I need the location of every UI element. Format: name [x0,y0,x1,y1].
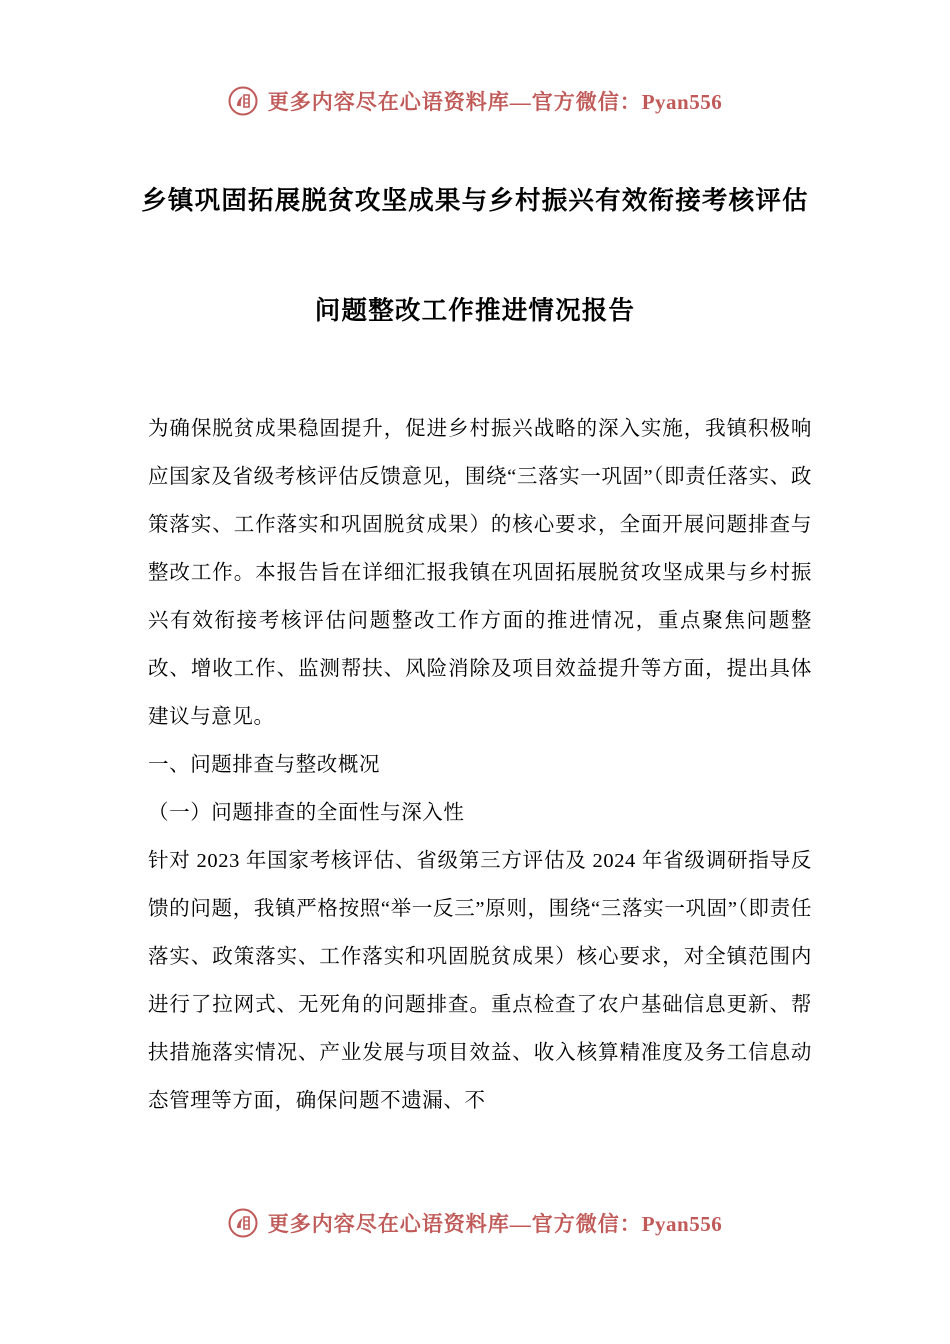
watermark-text [268,86,723,116]
watermark-main-text: 更多内容尽在心语资料库—官方微信： [267,90,642,114]
page-title-line-2: 问题整改工作推进情况报告 [314,296,636,325]
paragraph-intro: 为确保脱贫成果稳固提升，促进乡村振兴战略的深入实施，我镇积极响应国家及省级考核评估反馈意见，围绕“三落实一巩固”（即责任落实、政策落实、工作落实和巩固脱贫成果）的核心要求，全面开展问题排查与整改工作。本报告旨在详细汇报我镇在巩固拓展脱贫攻坚成果与乡村振兴有效衔接考核评估问题整改工作方面的推进情况，重点聚焦问题整改、增收工作、监测帮扶、风险消除及项目效益提升等方面，提出具体建议与意见。 [148,418,812,728]
watermark-main-text-bottom: 更多内容尽在心语资料库—官方微信： [267,1212,642,1236]
section-heading-1: 一、问题排查与整改概况 [148,754,381,776]
paragraph-1-1-body: 针对 2023 年国家考核评估、省级第三方评估及 2024 年省级调研指导反馈的问题，我镇严格按照“举一反三”原则，围绕“三落实一巩固”（即责任落实、政策落实、工作落实和巩固脱贫成果）核心要求，对全镇范围内进行了拉网式、无死角的问题排查。重点检查了农户基础信息更新、帮扶措施落实情况、产业发展与项目效益、收入核算精准度及务工信息动态管理等方面，确保问题不遗漏、不 [148,850,812,1112]
page-title-line-1: 乡镇巩固拓展脱贫攻坚成果与乡村振兴有效衔接考核评估 [141,186,809,215]
watermark-bottom [0,1208,950,1238]
watermark-text-bottom [268,1208,723,1238]
watermark-wechat-id: Pyan556 [641,90,723,114]
watermark-wechat-id-bottom: Pyan556 [641,1212,723,1236]
watermark-top [0,86,950,116]
subsection-heading-1-1: （一）问题排查的全面性与深入性 [148,802,465,824]
document-body [148,405,812,1125]
seal-logo-icon [228,86,258,116]
seal-logo-icon-bottom [228,1208,258,1238]
